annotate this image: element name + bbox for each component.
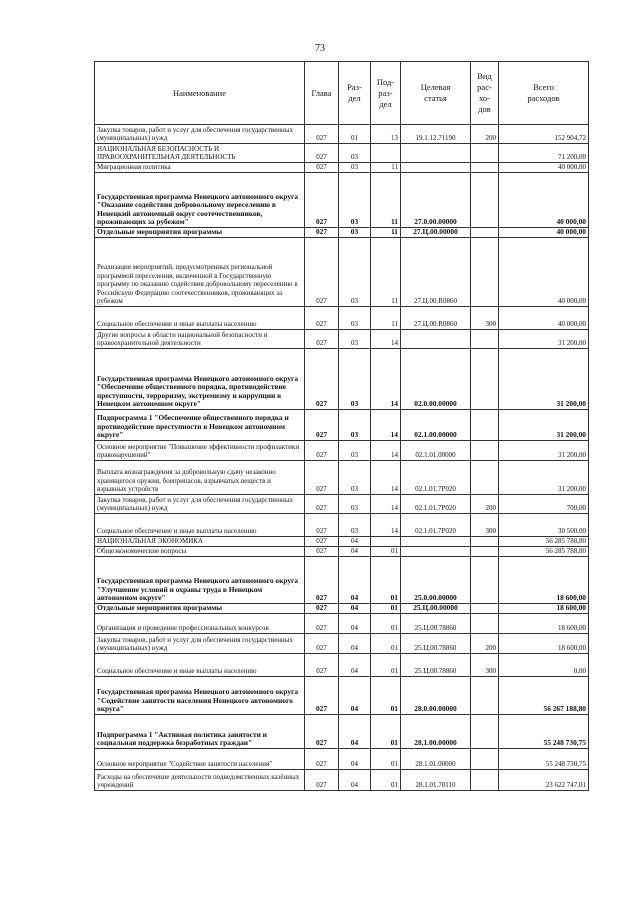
cell-glava: 027 bbox=[305, 441, 339, 461]
header-name: Наименование bbox=[95, 62, 305, 125]
cell-csr: 25.Ц.00.78860 bbox=[401, 614, 471, 634]
cell-total: 18 600,00 bbox=[499, 557, 589, 604]
cell-razdel: 03 bbox=[339, 514, 371, 537]
cell-podrazdel bbox=[371, 144, 401, 163]
cell-name: Подпрограмма 1 "Активная политика занятости и социальная поддержка безработных граждан" bbox=[95, 715, 305, 749]
cell-podrazdel: 01 bbox=[371, 654, 401, 677]
cell-csr bbox=[401, 163, 471, 173]
cell-vr bbox=[471, 461, 499, 495]
cell-vr bbox=[471, 330, 499, 349]
header-razdel: Раз- дел bbox=[339, 62, 371, 125]
cell-vr: 300 bbox=[471, 654, 499, 677]
cell-podrazdel: 14 bbox=[371, 495, 401, 514]
cell-name: Основное мероприятие "Повышение эффективности профилактики правонарушений" bbox=[95, 441, 305, 461]
cell-csr bbox=[401, 537, 471, 547]
cell-vr: 300 bbox=[471, 514, 499, 537]
cell-podrazdel: 14 bbox=[371, 514, 401, 537]
cell-razdel: 03 bbox=[339, 349, 371, 410]
cell-razdel: 04 bbox=[339, 604, 371, 614]
table-row bbox=[95, 715, 589, 749]
cell-glava: 027 bbox=[305, 495, 339, 514]
cell-glava: 027 bbox=[305, 228, 339, 238]
cell-name: Другие вопросы в области национальной безопасности и правоохранительной деятельности bbox=[95, 330, 305, 349]
cell-razdel: 04 bbox=[339, 715, 371, 749]
cell-glava: 027 bbox=[305, 238, 339, 307]
cell-name: Реализация мероприятий, предусмотренных региональной программой переселения, включенной в Государственную программу по оказанию содействия добровольному переселению в Российскую Федерацию соотечественников, проживающих за рубежом bbox=[95, 238, 305, 307]
cell-name: Основное мероприятие "Содействие занятости населения" bbox=[95, 749, 305, 770]
table-row bbox=[95, 330, 589, 349]
cell-total: 56 285 788,80 bbox=[499, 547, 589, 557]
cell-csr: 02.0.00.00000 bbox=[401, 349, 471, 410]
cell-razdel: 03 bbox=[339, 163, 371, 173]
table-row bbox=[95, 770, 589, 791]
cell-vr bbox=[471, 144, 499, 163]
cell-razdel: 03 bbox=[339, 461, 371, 495]
table-row bbox=[95, 495, 589, 514]
cell-name: Закупка товаров, работ и услуг для обеспечения государственных (муниципальных) нужд bbox=[95, 495, 305, 514]
table-row bbox=[95, 677, 589, 715]
cell-glava: 027 bbox=[305, 547, 339, 557]
cell-razdel: 03 bbox=[339, 238, 371, 307]
cell-total: 31 200,00 bbox=[499, 410, 589, 441]
table-row bbox=[95, 634, 589, 654]
cell-name: Отдельные мероприятия программы bbox=[95, 228, 305, 238]
cell-glava: 027 bbox=[305, 163, 339, 173]
cell-name: Общеэкономические вопросы bbox=[95, 547, 305, 557]
cell-total: 31 200,00 bbox=[499, 461, 589, 495]
cell-total: 31 200,00 bbox=[499, 441, 589, 461]
cell-total: 40 000,00 bbox=[499, 173, 589, 228]
table-row bbox=[95, 604, 589, 614]
cell-glava: 027 bbox=[305, 410, 339, 441]
cell-total: 18 600,00 bbox=[499, 634, 589, 654]
cell-csr bbox=[401, 547, 471, 557]
table-row bbox=[95, 228, 589, 238]
cell-razdel: 03 bbox=[339, 228, 371, 238]
cell-total: 0,00 bbox=[499, 654, 589, 677]
cell-name: Закупка товаров, работ и услуг для обеспечения государственных (муниципальных) нужд bbox=[95, 634, 305, 654]
table-header-row bbox=[95, 62, 589, 125]
table-body bbox=[95, 125, 589, 791]
cell-podrazdel: 01 bbox=[371, 614, 401, 634]
cell-name: Отдельные мероприятия программы bbox=[95, 604, 305, 614]
header-podrazdel: Под- раз- дел bbox=[371, 62, 401, 125]
cell-razdel: 04 bbox=[339, 770, 371, 791]
cell-total: 55 248 730,75 bbox=[499, 749, 589, 770]
cell-glava: 027 bbox=[305, 330, 339, 349]
cell-podrazdel: 01 bbox=[371, 770, 401, 791]
cell-vr bbox=[471, 547, 499, 557]
cell-podrazdel: 14 bbox=[371, 349, 401, 410]
cell-vr: 200 bbox=[471, 495, 499, 514]
cell-razdel: 04 bbox=[339, 677, 371, 715]
cell-glava: 027 bbox=[305, 307, 339, 330]
cell-razdel: 01 bbox=[339, 125, 371, 144]
header-glava: Глава bbox=[305, 62, 339, 125]
cell-podrazdel: 11 bbox=[371, 173, 401, 228]
cell-csr: 02.1.01.7Р020 bbox=[401, 495, 471, 514]
cell-razdel: 03 bbox=[339, 307, 371, 330]
cell-total: 18 600,00 bbox=[499, 614, 589, 634]
cell-vr bbox=[471, 349, 499, 410]
cell-razdel: 03 bbox=[339, 173, 371, 228]
cell-podrazdel: 01 bbox=[371, 604, 401, 614]
cell-name: Миграционная политика bbox=[95, 163, 305, 173]
cell-podrazdel: 14 bbox=[371, 441, 401, 461]
cell-glava: 027 bbox=[305, 173, 339, 228]
cell-vr bbox=[471, 715, 499, 749]
cell-vr bbox=[471, 614, 499, 634]
cell-glava: 027 bbox=[305, 514, 339, 537]
cell-name: Выплата вознаграждения за добровольную сдачу незаконно хранящегося оружия, боеприпасов, взрывчатых веществ и взрывных устройств bbox=[95, 461, 305, 495]
cell-vr bbox=[471, 770, 499, 791]
cell-vr bbox=[471, 238, 499, 307]
cell-csr: 25.Ц.00.78860 bbox=[401, 634, 471, 654]
cell-razdel: 04 bbox=[339, 654, 371, 677]
cell-podrazdel: 11 bbox=[371, 238, 401, 307]
cell-podrazdel: 01 bbox=[371, 715, 401, 749]
cell-total: 31 200,00 bbox=[499, 349, 589, 410]
table-row bbox=[95, 410, 589, 441]
cell-razdel: 04 bbox=[339, 557, 371, 604]
cell-razdel: 04 bbox=[339, 547, 371, 557]
table-row bbox=[95, 307, 589, 330]
cell-total: 56 267 188,80 bbox=[499, 677, 589, 715]
cell-name: Государственная программа Ненецкого автономного округа "Обеспечение общественного порядка, противодействие преступности, терроризму, экстремизму и коррупции в Ненецком автономном округе" bbox=[95, 349, 305, 410]
cell-total: 30 500,00 bbox=[499, 514, 589, 537]
cell-glava: 027 bbox=[305, 125, 339, 144]
cell-podrazdel: 11 bbox=[371, 307, 401, 330]
cell-total: 40 000,00 bbox=[499, 238, 589, 307]
cell-glava: 027 bbox=[305, 677, 339, 715]
table-row bbox=[95, 144, 589, 163]
cell-podrazdel: 13 bbox=[371, 125, 401, 144]
cell-total: 31 200,00 bbox=[499, 330, 589, 349]
cell-podrazdel: 01 bbox=[371, 547, 401, 557]
cell-razdel: 03 bbox=[339, 330, 371, 349]
cell-razdel: 04 bbox=[339, 614, 371, 634]
cell-total: 40 000,00 bbox=[499, 163, 589, 173]
header-total: Всего расходов bbox=[499, 62, 589, 125]
cell-vr bbox=[471, 228, 499, 238]
cell-vr bbox=[471, 677, 499, 715]
cell-name: НАЦИОНАЛЬНАЯ БЕЗОПАСНОСТЬ И ПРАВООХРАНИТЕЛЬНАЯ ДЕЯТЕЛЬНОСТЬ bbox=[95, 144, 305, 163]
cell-csr: 28.1.00.00000 bbox=[401, 715, 471, 749]
cell-name: Организация и проведение профессиональных конкурсов bbox=[95, 614, 305, 634]
table-row bbox=[95, 654, 589, 677]
cell-csr: 27.0.00.00000 bbox=[401, 173, 471, 228]
cell-csr: 28.1.01.70110 bbox=[401, 770, 471, 791]
cell-name: Подпрограмма 1 "Обеспечение общественного порядка и противодействие преступности в Ненецком автономном округе" bbox=[95, 410, 305, 441]
cell-csr: 02.1.01.7Р020 bbox=[401, 461, 471, 495]
cell-csr: 27.Ц.00.R0860 bbox=[401, 238, 471, 307]
cell-csr: 27.Ц.00.00000 bbox=[401, 228, 471, 238]
cell-vr: 200 bbox=[471, 125, 499, 144]
cell-podrazdel bbox=[371, 537, 401, 547]
cell-vr bbox=[471, 749, 499, 770]
cell-glava: 027 bbox=[305, 144, 339, 163]
cell-glava: 027 bbox=[305, 654, 339, 677]
cell-glava: 027 bbox=[305, 604, 339, 614]
cell-csr: 25.Ц.00.78860 bbox=[401, 654, 471, 677]
cell-razdel: 03 bbox=[339, 441, 371, 461]
cell-total: 71 200,00 bbox=[499, 144, 589, 163]
cell-total: 56 285 788,80 bbox=[499, 537, 589, 547]
cell-name: Государственная программа Ненецкого автономного округа "Оказание содействия добровольному переселению в Ненецкий автономный округ соотечественников, проживающих за рубежом" bbox=[95, 173, 305, 228]
cell-podrazdel: 11 bbox=[371, 228, 401, 238]
cell-vr bbox=[471, 410, 499, 441]
cell-glava: 027 bbox=[305, 349, 339, 410]
cell-csr: 02.1.01.00000 bbox=[401, 441, 471, 461]
cell-csr: 25.Ц.00.00000 bbox=[401, 604, 471, 614]
table-row bbox=[95, 547, 589, 557]
cell-glava: 027 bbox=[305, 770, 339, 791]
cell-csr: 27.Ц.00.R0860 bbox=[401, 307, 471, 330]
table-row bbox=[95, 749, 589, 770]
table-row bbox=[95, 614, 589, 634]
cell-name: Закупка товаров, работ и услуг для обеспечения государственных (муниципальных) нужд bbox=[95, 125, 305, 144]
cell-total: 40 000,00 bbox=[499, 307, 589, 330]
table-row bbox=[95, 173, 589, 228]
cell-name: Социальное обеспечение и иные выплаты населению bbox=[95, 654, 305, 677]
cell-name: Государственная программа Ненецкого автономного округа "Улучшение условий и охраны труда в Ненецком автономном округе" bbox=[95, 557, 305, 604]
cell-vr bbox=[471, 163, 499, 173]
page-number: 73 bbox=[315, 43, 325, 54]
cell-csr bbox=[401, 330, 471, 349]
cell-total: 18 600,00 bbox=[499, 604, 589, 614]
cell-razdel: 04 bbox=[339, 634, 371, 654]
cell-name: Расходы на обеспечение деятельности подведомственных казённых учреждений bbox=[95, 770, 305, 791]
cell-podrazdel: 01 bbox=[371, 677, 401, 715]
cell-glava: 027 bbox=[305, 537, 339, 547]
header-vr: Вид рас- хо- дов bbox=[471, 62, 499, 125]
cell-total: 40 000,00 bbox=[499, 228, 589, 238]
cell-glava: 027 bbox=[305, 715, 339, 749]
cell-vr bbox=[471, 537, 499, 547]
cell-glava: 027 bbox=[305, 461, 339, 495]
cell-glava: 027 bbox=[305, 634, 339, 654]
cell-csr: 25.0.00.00000 bbox=[401, 557, 471, 604]
cell-csr: 28.1.01.00000 bbox=[401, 749, 471, 770]
cell-razdel: 03 bbox=[339, 495, 371, 514]
cell-name: Государственная программа Ненецкого автономного округа "Содействие занятости населения Ненецкого автономного округа" bbox=[95, 677, 305, 715]
cell-podrazdel: 14 bbox=[371, 330, 401, 349]
cell-vr bbox=[471, 557, 499, 604]
cell-csr: 19.1.12.71190 bbox=[401, 125, 471, 144]
cell-razdel: 03 bbox=[339, 144, 371, 163]
cell-glava: 027 bbox=[305, 614, 339, 634]
table-row bbox=[95, 557, 589, 604]
cell-csr: 02.1.01.7Р020 bbox=[401, 514, 471, 537]
cell-razdel: 04 bbox=[339, 537, 371, 547]
cell-total: 55 248 730,75 bbox=[499, 715, 589, 749]
cell-csr: 28.0.00.00000 bbox=[401, 677, 471, 715]
cell-podrazdel: 01 bbox=[371, 634, 401, 654]
table-row bbox=[95, 125, 589, 144]
cell-podrazdel: 14 bbox=[371, 410, 401, 441]
cell-razdel: 03 bbox=[339, 410, 371, 441]
cell-glava: 027 bbox=[305, 749, 339, 770]
cell-podrazdel: 01 bbox=[371, 557, 401, 604]
cell-podrazdel: 14 bbox=[371, 461, 401, 495]
cell-vr bbox=[471, 604, 499, 614]
cell-vr bbox=[471, 173, 499, 228]
cell-name: НАЦИОНАЛЬНАЯ ЭКОНОМИКА bbox=[95, 537, 305, 547]
cell-csr bbox=[401, 144, 471, 163]
cell-name: Социальное обеспечение и иные выплаты населению bbox=[95, 514, 305, 537]
table-row bbox=[95, 238, 589, 307]
cell-total: 152 904,72 bbox=[499, 125, 589, 144]
header-csr: Целевая статья bbox=[401, 62, 471, 125]
cell-podrazdel: 01 bbox=[371, 749, 401, 770]
cell-vr: 300 bbox=[471, 307, 499, 330]
table-row bbox=[95, 537, 589, 547]
cell-name: Социальное обеспечение и иные выплаты населению bbox=[95, 307, 305, 330]
table-row bbox=[95, 514, 589, 537]
cell-vr bbox=[471, 441, 499, 461]
cell-glava: 027 bbox=[305, 557, 339, 604]
table-row bbox=[95, 349, 589, 410]
cell-razdel: 04 bbox=[339, 749, 371, 770]
cell-vr: 200 bbox=[471, 634, 499, 654]
cell-csr: 02.1.00.00000 bbox=[401, 410, 471, 441]
cell-podrazdel: 11 bbox=[371, 163, 401, 173]
table-row bbox=[95, 163, 589, 173]
cell-total: 23 622 747,01 bbox=[499, 770, 589, 791]
table-row bbox=[95, 461, 589, 495]
table-row bbox=[95, 441, 589, 461]
expenditure-table bbox=[94, 61, 589, 791]
cell-total: 700,00 bbox=[499, 495, 589, 514]
